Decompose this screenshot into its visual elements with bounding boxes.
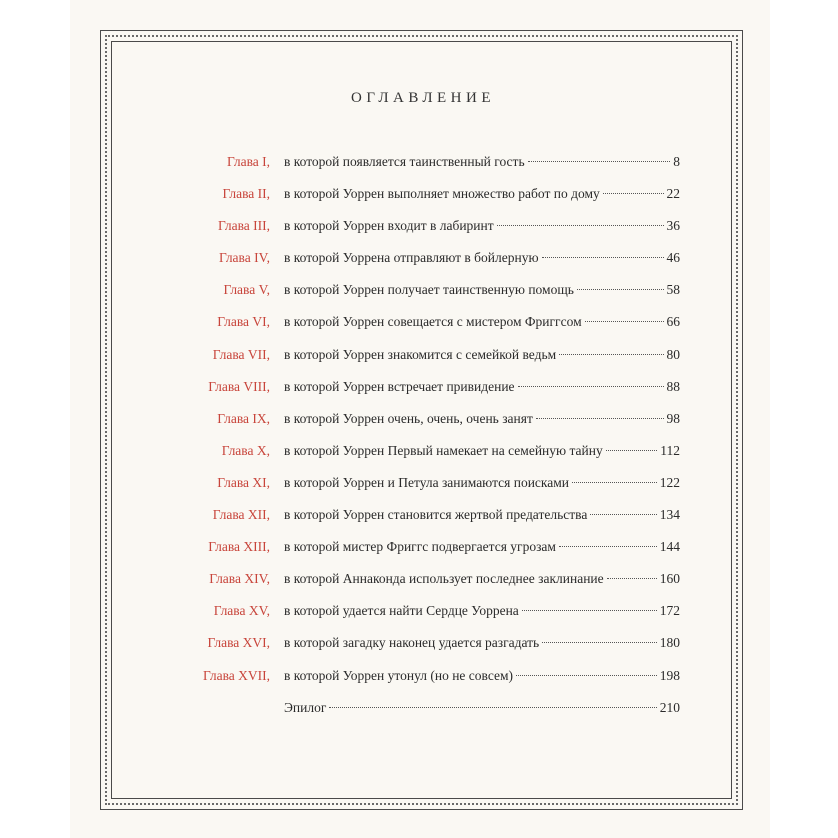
dot-leader [572,482,657,483]
dot-leader [528,161,671,162]
chapter-label: Глава IX, [217,410,270,426]
dot-leader [542,642,657,643]
chapter-description [284,150,680,174]
toc-entry[interactable] [200,182,680,214]
chapter-description [284,407,680,431]
chapter-description [284,439,680,463]
dot-leader [607,578,657,579]
toc-entry[interactable] [200,696,680,728]
table-of-contents [200,150,680,728]
chapter-title: в которой удается найти Сердце Уоррена [284,603,519,619]
chapter-label: Глава II, [222,186,270,202]
chapter-description [284,246,680,270]
chapter-label: Глава X, [221,442,270,458]
page-number: 122 [659,474,680,490]
dot-leader [559,546,657,547]
page-number: 22 [666,186,680,202]
chapter-label: Глава XV, [213,603,270,619]
dot-leader [329,707,656,708]
dot-leader [606,450,658,451]
page-number: 66 [666,314,680,330]
page-number: 210 [659,699,680,715]
toc-entry[interactable] [200,439,680,471]
chapter-title: в которой Уоррен получает таинственную помощь [284,282,574,298]
chapter-description [284,567,680,591]
page-number: 58 [666,282,680,298]
chapter-title: в которой Уоррен очень, очень, очень занят [284,410,533,426]
chapter-label: Глава XII, [212,507,270,523]
dot-leader [603,193,664,194]
chapter-description [284,664,680,688]
chapter-title: в которой Уоррен Первый намекает на семейную тайну [284,442,603,458]
page-number: 112 [660,442,680,458]
chapter-title: Эпилог [284,699,327,715]
chapter-description [284,599,680,623]
page-number: 134 [659,507,680,523]
chapter-title: в которой Уоррена отправляют в бойлерную [284,250,539,266]
toc-entry[interactable] [200,343,680,375]
chapter-label: Глава I, [227,154,270,169]
toc-entry[interactable] [200,246,680,278]
chapter-description [284,696,680,720]
dot-leader [522,610,657,611]
toc-entry[interactable] [200,407,680,439]
chapter-label: Глава XIII, [208,539,270,555]
dot-leader [516,675,657,676]
page-number: 36 [666,218,680,234]
toc-entry[interactable] [200,278,680,310]
toc-entry[interactable] [200,567,680,599]
chapter-title: в которой Уоррен совещается с мистером Фриггсом [284,314,582,330]
dot-leader [536,418,664,419]
chapter-title: в которой Уоррен становится жертвой предательства [284,507,588,523]
chapter-label: Глава XIV, [209,571,270,587]
dot-leader [577,289,664,290]
chapter-description [284,375,680,399]
toc-entry[interactable] [200,375,680,407]
page-number: 198 [659,667,680,683]
page-number: 80 [666,346,680,362]
chapter-description [284,310,680,334]
chapter-description [284,278,680,302]
chapter-title: в которой Уоррен встречает привидение [284,378,515,394]
dot-leader [497,225,664,226]
toc-entry[interactable] [200,214,680,246]
dot-leader [518,386,664,387]
chapter-description [284,214,680,238]
chapter-description [284,182,680,206]
chapter-title: в которой Уоррен входит в лабиринт [284,218,494,234]
chapter-title: в которой загадку наконец удается разгадать [284,635,540,651]
page-number: 144 [659,539,680,555]
dot-leader [542,257,664,258]
chapter-description [284,631,680,655]
chapter-description [284,503,680,527]
chapter-label: Глава XVII, [203,667,270,683]
page-number: 180 [659,635,680,651]
chapter-label: Глава XI, [217,474,270,490]
toc-entry[interactable] [200,471,680,503]
page-number: 8 [673,154,680,169]
chapter-label: Глава V, [223,282,270,298]
chapter-title: в которой мистер Фриггс подвергается угрозам [284,539,556,555]
chapter-label: Глава III, [218,218,270,234]
chapter-title: в которой Уоррен знакомится с семейкой ведьм [284,346,557,362]
chapter-label: Глава XVI, [207,635,270,651]
page-number: 88 [666,378,680,394]
toc-entry[interactable] [200,664,680,696]
chapter-title: в которой Аннаконда использует последнее заклинание [284,571,604,587]
toc-entry[interactable] [200,535,680,567]
page-number: 98 [666,410,680,426]
chapter-description [284,343,680,367]
page-number: 46 [666,250,680,266]
toc-entry[interactable] [200,631,680,663]
toc-entry[interactable] [200,599,680,631]
page-number: 160 [659,571,680,587]
book-page [70,0,770,838]
chapter-description [284,471,680,495]
chapter-label: Глава VI, [217,314,270,330]
dot-leader [590,514,656,515]
chapter-label: Глава VIII, [208,378,270,394]
chapter-title: в которой Уоррен и Петула занимаются поисками [284,474,570,490]
chapter-title: в которой Уоррен утонул (но не совсем) [284,667,514,683]
toc-entry[interactable] [200,310,680,342]
chapter-title: в которой Уоррен выполняет множество работ по дому [284,186,600,202]
dot-leader [559,354,663,355]
page-title: ОГЛАВЛЕНИЕ [351,90,495,106]
chapter-description [284,535,680,559]
chapter-title: в которой появляется таинственный гость [284,154,525,169]
dot-leader [585,321,664,322]
toc-entry[interactable] [200,150,680,182]
toc-entry[interactable] [200,503,680,535]
chapter-label: Глава VII, [212,346,270,362]
chapter-label: Глава IV, [219,250,270,266]
page-number: 172 [659,603,680,619]
